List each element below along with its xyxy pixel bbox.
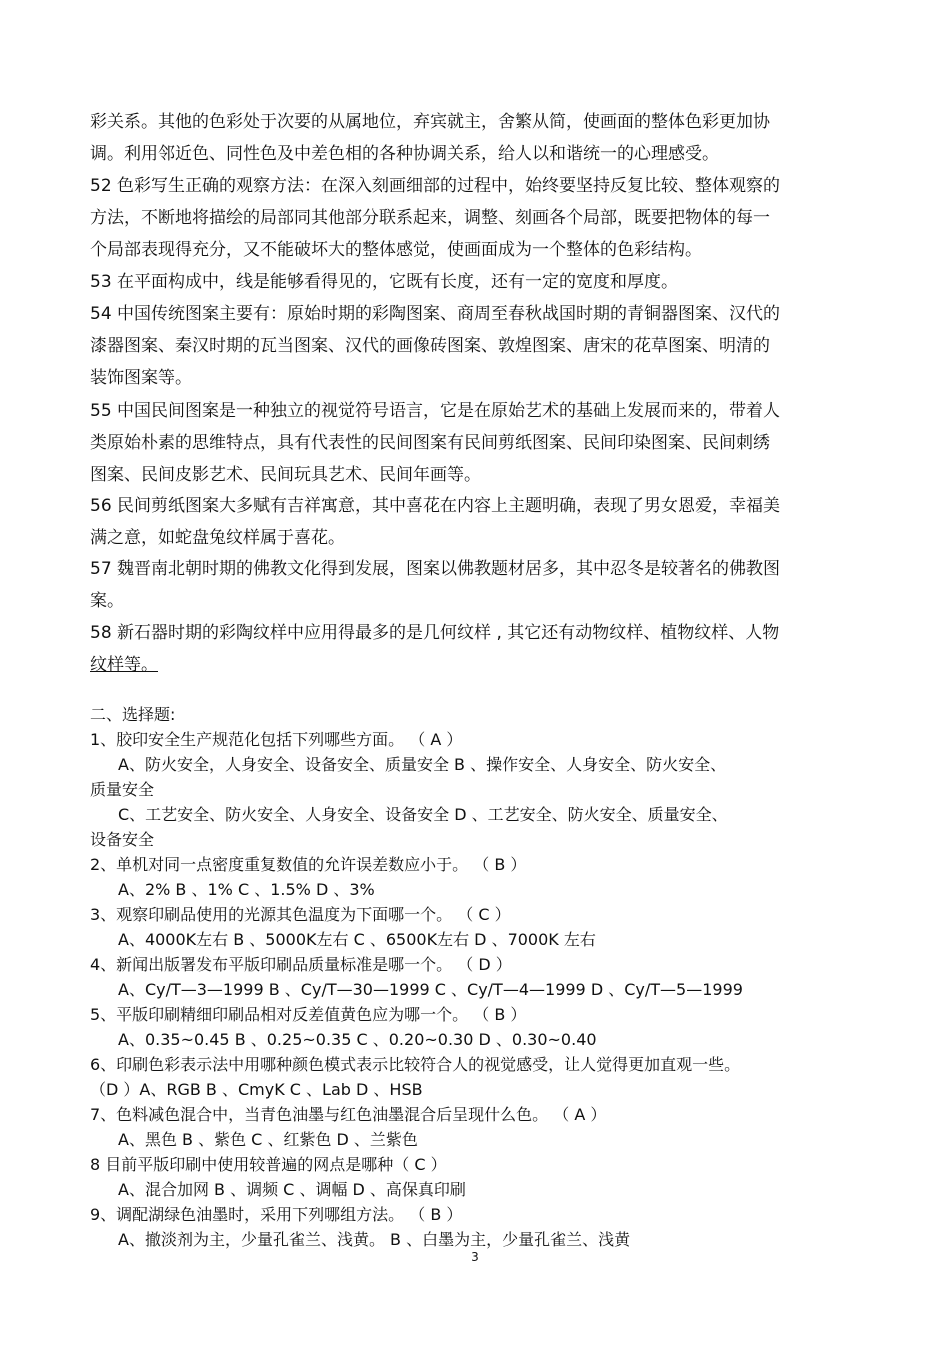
paragraph-item-53 — [90, 266, 870, 298]
text-line: 52 色彩写生正确的观察方法：在深入刻画细部的过程中，始终要坚持反复比较、整体观察的 — [90, 176, 781, 196]
question-1-options: C、工艺安全、防火安全、人身安全、设备安全 D 、工艺安全、防火安全、质量安全、 — [118, 805, 728, 824]
text-line: 53 在平面构成中，线是能够看得见的，它既有长度，还有一定的宽度和厚度。 — [90, 272, 679, 292]
question-4-options: A、Cy/T—3—1999 B 、Cy/T—30—1999 C 、Cy/T—4—1999 D 、Cy/T—5—1999 — [118, 980, 743, 999]
text-line: 装饰图案等。 — [90, 368, 192, 388]
paragraph-item-55 — [90, 395, 870, 491]
question-3-options: A、4000K左右 B 、5000K左右 C 、6500K左右 D 、7000K 左右 — [118, 930, 596, 949]
paragraph-item-52 — [90, 170, 870, 266]
question-7-options: A、黑色 B 、紫色 C 、红紫色 D 、兰紫色 — [118, 1130, 418, 1149]
text-line: 满之意，如蛇盘兔纹样属于喜花。 — [90, 528, 345, 548]
text-line: 58 新石器时期的彩陶纹样中应用得最多的是几何纹样 , 其它还有动物纹样、植物纹样、人物 — [90, 623, 780, 643]
text-line: 彩关系。其他的色彩处于次要的从属地位，弃宾就主，舍繁从简，使画面的整体色彩更加协 — [90, 112, 770, 132]
paragraph-color-relations — [90, 106, 870, 170]
question-5-options: A、0.35~0.45 B 、0.25~0.35 C 、0.20~0.30 D 、0.30~0.40 — [118, 1030, 597, 1049]
multiple-choice-section — [90, 702, 870, 1252]
section-title: 二、选择题: — [90, 705, 176, 724]
question-8: 8 目前平版印刷中使用较普遍的网点是哪种（ C ） — [90, 1155, 447, 1174]
text-line: 纹样等。 — [90, 655, 158, 675]
question-1-options: A、防火安全，人身安全、设备安全、质量安全 B 、操作安全、人身安全、防火安全、 — [118, 755, 727, 774]
question-5: 5、平版印刷精细印刷品相对反差值黄色应为哪一个。 （ B ） — [90, 1005, 527, 1024]
question-7: 7、色料减色混合中，当青色油墨与红色油墨混合后呈现什么色。 （ A ） — [90, 1105, 607, 1124]
text-line: 调。利用邻近色、同性色及中差色相的各种协调关系，给人以和谐统一的心理感受。 — [90, 144, 719, 164]
question-9-options: A、撤淡剂为主，少量孔雀兰、浅黄。 B 、白墨为主，少量孔雀兰、浅黄 — [118, 1230, 631, 1249]
paragraph-item-56 — [90, 490, 870, 554]
paragraph-item-58 — [90, 617, 870, 681]
text-line: 55 中国民间图案是一种独立的视觉符号语言，它是在原始艺术的基础上发展而来的，带着人 — [90, 401, 781, 421]
text-line: 方法，不断地将描绘的局部同其他部分联系起来，调整、刻画各个局部，既要把物体的每一 — [90, 208, 770, 228]
question-2-options: A、2% B 、1% C 、1.5% D 、3% — [118, 880, 375, 899]
question-2: 2、单机对同一点密度重复数值的允许误差数应小于。 （ B ） — [90, 855, 527, 874]
text-line: 类原始朴素的思维特点，具有代表性的民间图案有民间剪纸图案、民间印染图案、民间刺绣 — [90, 433, 770, 453]
text-line: 漆器图案、秦汉时期的瓦当图案、汉代的画像砖图案、敦煌图案、唐宋的花草图案、明清的 — [90, 336, 770, 356]
text-line: 案。 — [90, 591, 124, 611]
text-line: 56 民间剪纸图案大多赋有吉祥寓意，其中喜花在内容上主题明确，表现了男女恩爱，幸福美 — [90, 496, 781, 516]
text-line: 图案、民间皮影艺术、民间玩具艺术、民间年画等。 — [90, 465, 481, 485]
question-3: 3、观察印刷品使用的光源其色温度为下面哪一个。 （ C ） — [90, 905, 511, 924]
page-number: 3 — [471, 1250, 479, 1264]
paragraph-item-54 — [90, 298, 870, 394]
question-1-options: 质量安全 — [90, 780, 155, 799]
question-6-options: （D ）A、RGB B 、CmyK C 、Lab D 、HSB — [90, 1080, 423, 1099]
question-8-options: A、混合加网 B 、调频 C 、调幅 D 、高保真印刷 — [118, 1180, 466, 1199]
text-line: 57 魏晋南北朝时期的佛教文化得到发展，图案以佛教题材居多，其中忍冬是较著名的佛教图 — [90, 559, 781, 579]
question-6: 6、印刷色彩表示法中用哪种颜色模式表示比较符合人的视觉感受，让人觉得更加直观一些。 — [90, 1055, 741, 1074]
text-line: 54 中国传统图案主要有：原始时期的彩陶图案、商周至春秋战国时期的青铜器图案、汉代的 — [90, 304, 781, 324]
paragraph-item-57 — [90, 553, 870, 617]
question-9: 9、调配湖绿色油墨时，采用下列哪组方法。 （ B ） — [90, 1205, 463, 1224]
question-1: 1、胶印安全生产规范化包括下列哪些方面。 （ A ） — [90, 730, 463, 749]
text-line: 个局部表现得充分，又不能破坏大的整体感觉，使画面成为一个整体的色彩结构。 — [90, 240, 702, 260]
question-1-options: 设备安全 — [90, 830, 155, 849]
question-4: 4、新闻出版署发布平版印刷品质量标准是哪一个。 （ D ） — [90, 955, 512, 974]
